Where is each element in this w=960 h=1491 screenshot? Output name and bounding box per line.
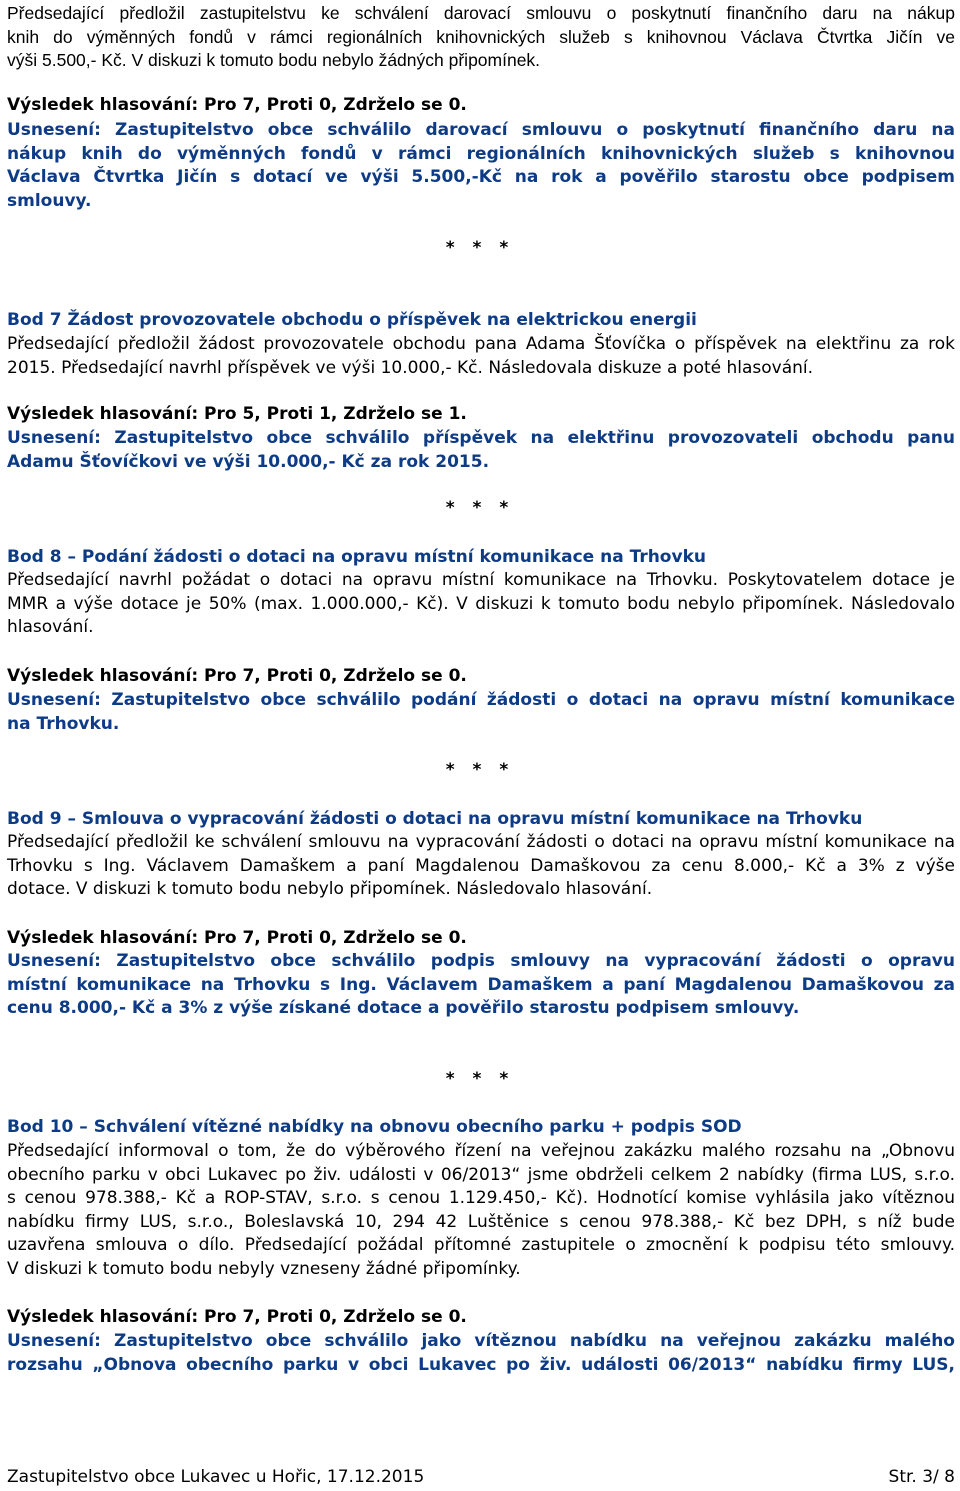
intro-line: výši 5.500,- Kč. V diskuzi k tomuto bodu nebylo žádných připomínek.	[7, 50, 541, 71]
bod8-line: hlasování.	[7, 617, 94, 638]
resolution-line: Adamu Šťovíčkovi ve výši 10.000,- Kč za rok 2015.	[7, 451, 490, 472]
bod7-resolution	[7, 427, 955, 474]
bod7-vote-result: Výsledek hlasování: Pro 5, Proti 1, Zdrželo se 1.	[7, 404, 467, 424]
bod8-line: MMR a výše dotace je 50% (max. 1.000.000,- Kč). V diskuzi k tomuto bodu nebylo připomínek. Následovalo	[7, 593, 955, 614]
intro-resolution	[7, 119, 955, 213]
resolution-line: Usnesení: Zastupitelstvo obce schválilo podání žádosti o dotaci na opravu místní komunikace	[7, 690, 955, 710]
bod9-resolution	[7, 950, 955, 1021]
bod7-paragraph	[7, 333, 955, 380]
bod10-line: obecního parku v obci Lukavec po živ. události v 06/2013“ jsme obdrželi celkem 2 nabídky (firma LUS, s.r.o.	[7, 1164, 955, 1185]
bod9-heading: Bod 9 – Smlouva o vypracování žádosti o dotaci na opravu místní komunikace na Trhovku	[7, 809, 863, 829]
section-separator: * * *	[445, 238, 515, 258]
bod10-heading: Bod 10 – Schválení vítězné nabídky na obnovu obecního parku + podpis SOD	[7, 1117, 742, 1137]
resolution-line: nákup knih do výměnných fondů v rámci regionálních knihovnických služeb s knihovnou	[7, 143, 955, 164]
resolution-line: na Trhovku.	[7, 713, 120, 734]
bod10-line: V diskuzi k tomuto bodu nebyly vzneseny žádné připomínky.	[7, 1258, 521, 1279]
resolution-line: rozsahu „Obnova obecního parku v obci Lukavec po živ. události 06/2013“ nabídku firmy LUS,	[7, 1354, 955, 1375]
intro-line: knih do výměnných fondů v rámci regionálních knihovnických služeb s knihovnou Václava Čtvrtka Jičín ve	[7, 26, 955, 47]
resolution-line: smlouvy.	[7, 190, 92, 211]
resolution-line: Václava Čtvrtka Jičín s dotací ve výši 5.500,-Kč na rok a pověřilo starostu obce podpisem	[7, 167, 955, 188]
resolution-line: Usnesení: Zastupitelstvo obce schválilo podpis smlouvy na vypracování žádosti o opravu	[7, 951, 955, 971]
bod9-vote-result: Výsledek hlasování: Pro 7, Proti 0, Zdrželo se 0.	[7, 928, 467, 948]
bod10-resolution	[7, 1330, 955, 1377]
resolution-line: Usnesení: Zastupitelstvo obce schválilo darovací smlouvu o poskytnutí finančního daru na	[7, 120, 955, 140]
footer-left: Zastupitelstvo obce Lukavec u Hořic, 17.12.2015	[7, 1467, 425, 1487]
bod10-line: s cenou 978.388,- Kč a ROP-STAV, s.r.o. s cenou 1.129.450,- Kč). Hodnotící komise vyhlásila jako vítěznou	[7, 1188, 955, 1209]
resolution-line: Usnesení: Zastupitelstvo obce schválilo jako vítěznou nabídku na veřejnou zakázku malého	[7, 1331, 955, 1351]
bod10-line: uzavřena smlouva o dílo. Předsedající požádal přítomné zastupitele o zmocnění k podpisu této smlouvy.	[7, 1235, 955, 1256]
bod9-line: Předsedající předložil ke schválení smlouvu na vypracování žádosti o dotaci na opravu místní komunikace na	[7, 832, 955, 852]
bod10-vote-result: Výsledek hlasování: Pro 7, Proti 0, Zdrželo se 0.	[7, 1307, 467, 1327]
resolution-line: Usnesení: Zastupitelstvo obce schválilo příspěvek na elektřinu provozovateli obchodu panu	[7, 428, 955, 448]
resolution-line: cenu 8.000,- Kč a 3% z výše získané dotace a pověřilo starostu podpisem smlouvy.	[7, 998, 800, 1019]
bod10-line: Předsedající informoval o tom, že do výběrového řízení na veřejnou zakázku malého rozsahu na „Obnovu	[7, 1141, 955, 1161]
resolution-line: místní komunikace na Trhovku s Ing. Václavem Damaškem a paní Magdalenou Damaškovou za	[7, 974, 955, 995]
bod7-line: Předsedající předložil žádost provozovatele obchodu pana Adama Šťovíčka o příspěvek na elektřinu za rok	[7, 334, 955, 354]
section-separator: * * *	[445, 498, 515, 518]
bod7-heading: Bod 7 Žádost provozovatele obchodu o příspěvek na elektrickou energii	[7, 310, 697, 330]
bod7-line: 2015. Předsedající navrhl příspěvek ve výši 10.000,- Kč. Následovala diskuze a poté hlasování.	[7, 357, 814, 378]
bod9-line: Trhovku s Ing. Václavem Damaškem a paní Magdalenou Damaškovou za cenu 8.000,- Kč a 3% z výše	[7, 855, 955, 876]
bod10-line: nabídku firmy LUS, s.r.o., Boleslavská 10, 294 42 Luštěnice s cenou 978.388,- Kč bez DPH, s níž bude	[7, 1211, 955, 1232]
bod10-paragraph	[7, 1140, 955, 1282]
page-number: Str. 3/ 8	[888, 1467, 955, 1487]
bod8-line: Předsedající navrhl požádat o dotaci na opravu místní komunikace na Trhovku. Poskytovatelem dotace je	[7, 570, 955, 590]
intro-vote-result: Výsledek hlasování: Pro 7, Proti 0, Zdrželo se 0.	[7, 95, 467, 115]
section-separator: * * *	[445, 760, 515, 780]
bod8-resolution	[7, 689, 955, 736]
bod9-paragraph	[7, 831, 955, 902]
bod9-line: dotace. V diskuzi k tomuto bodu nebylo připomínek. Následovalo hlasování.	[7, 879, 653, 900]
bod8-heading: Bod 8 – Podání žádosti o dotaci na opravu místní komunikace na Trhovku	[7, 547, 706, 567]
intro-line: Předsedající předložil zastupitelstvu ke schválení darovací smlouvu o poskytnutí finančního daru na nákup	[7, 3, 955, 23]
bod8-vote-result: Výsledek hlasování: Pro 7, Proti 0, Zdrželo se 0.	[7, 666, 467, 686]
intro-paragraph	[7, 2, 955, 73]
section-separator: * * *	[445, 1069, 515, 1089]
bod8-paragraph	[7, 569, 955, 640]
page-footer	[7, 1466, 955, 1488]
